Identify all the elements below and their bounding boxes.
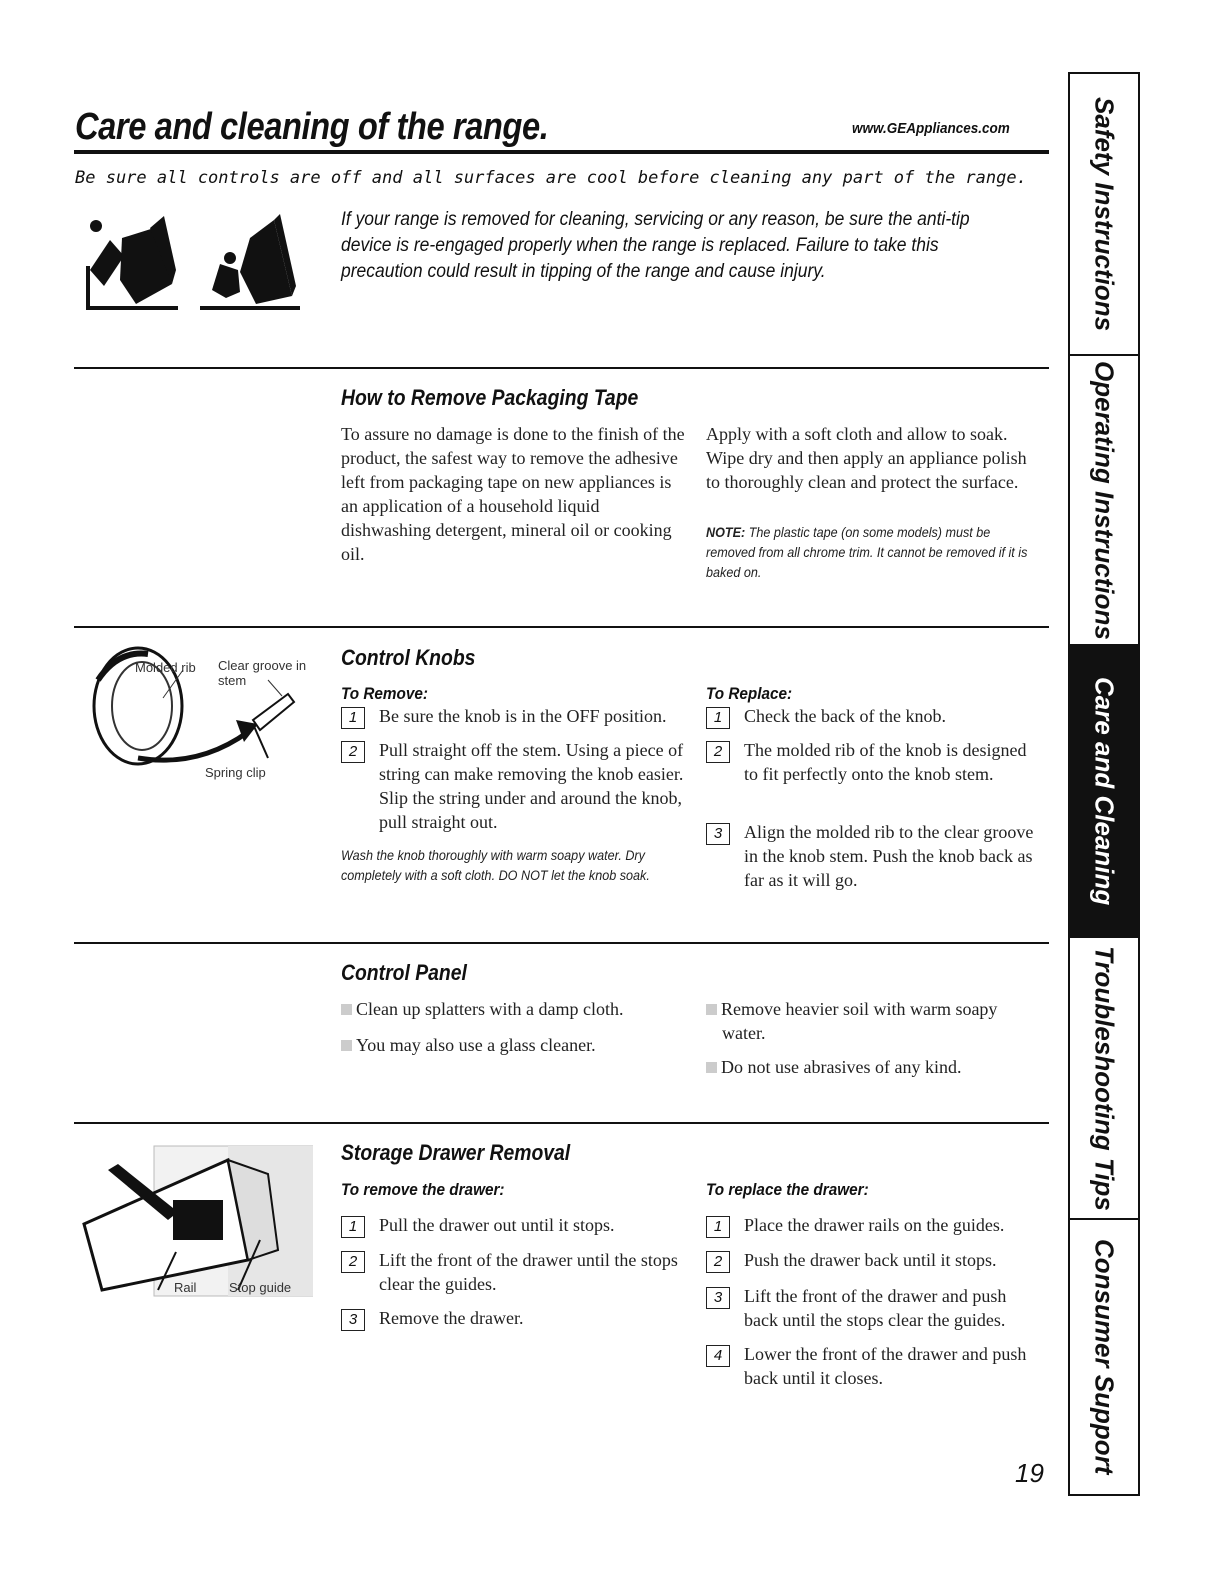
step-number: 1 bbox=[341, 707, 365, 729]
panel-bullet bbox=[341, 1033, 691, 1057]
step-number: 4 bbox=[706, 1345, 730, 1367]
step-text: Lower the front of the drawer and push back until it closes. bbox=[744, 1344, 1027, 1388]
tab-label: Operating Instructions bbox=[1089, 360, 1120, 640]
step-text: Remove the drawer. bbox=[379, 1308, 524, 1328]
step-text: Align the molded rib to the clear groove in the knob stem. Push the knob back as far as it will go. bbox=[744, 822, 1034, 890]
tab-label: Care and Cleaning bbox=[1089, 676, 1120, 906]
step-number: 2 bbox=[706, 741, 730, 763]
knobs-wash-note: Wash the knob thoroughly with warm soapy water. Dry completely with a soft cloth. DO NOT let the knob soak. bbox=[341, 847, 650, 883]
page-subtitle: Be sure all controls are off and all surfaces are cool before cleaning any part of the range. bbox=[75, 168, 1027, 188]
figure-label-molded-rib: Molded rib bbox=[135, 660, 196, 675]
figure-label-stop-guide: Stop guide bbox=[229, 1280, 292, 1295]
page-title: Care and cleaning of the range. bbox=[75, 106, 549, 148]
bullet-marker bbox=[706, 1004, 717, 1015]
panel-bullet bbox=[706, 997, 1042, 1045]
packaging-note bbox=[706, 522, 1039, 582]
figure-label-clear-groove: Clear groove in stem bbox=[218, 658, 307, 688]
drawer-remove-heading: To remove the drawer: bbox=[341, 1180, 505, 1199]
section-divider bbox=[74, 367, 1049, 369]
packaging-right-text: Apply with a soft cloth and allow to soak. Wipe dry and then apply an appliance polish to thoroughly clean and protect the surface. bbox=[706, 424, 1027, 492]
note-text: The plastic tape (on some models) must be removed from all chrome trim. It cannot be removed if it is baked on. bbox=[706, 524, 1028, 580]
step-text: Be sure the knob is in the OFF position. bbox=[379, 706, 667, 726]
section-divider bbox=[74, 942, 1049, 944]
bullet-text: Clean up splatters with a damp cloth. bbox=[356, 999, 624, 1019]
step-text: Place the drawer rails on the guides. bbox=[744, 1215, 1005, 1235]
tab-label: Consumer Support bbox=[1089, 1239, 1120, 1475]
step-text: Lift the front of the drawer until the stops clear the guides. bbox=[379, 1250, 678, 1294]
tab-care-and-cleaning[interactable] bbox=[1068, 646, 1140, 938]
page-number: 19 bbox=[1015, 1458, 1044, 1488]
step-text: Pull straight off the stem. Using a piece of string can make removing the knob easier. Slip the string under and around the knob, pull straight out. bbox=[379, 740, 684, 832]
note-label: NOTE: bbox=[706, 524, 746, 540]
tab-operating-instructions[interactable] bbox=[1068, 356, 1140, 646]
drawer-replace-heading: To replace the drawer: bbox=[706, 1180, 869, 1199]
step-number: 1 bbox=[341, 1216, 365, 1238]
panel-bullet bbox=[341, 997, 691, 1021]
anti-tip-illustration bbox=[80, 200, 310, 315]
section-divider bbox=[74, 626, 1049, 628]
bullet-text: Remove heavier soil with warm soapy water. bbox=[721, 999, 998, 1043]
figure-label-rail: Rail bbox=[174, 1280, 197, 1295]
section-title-control-panel: Control Panel bbox=[341, 960, 467, 985]
step-number: 2 bbox=[341, 741, 365, 763]
panel-bullet bbox=[706, 1055, 1036, 1079]
anti-tip-warning: If your range is removed for cleaning, servicing or any reason, be sure the anti-tip device is re-engaged properly when the range is replaced. Failure to take this precaution could result in tipping of the range and cause injury. bbox=[341, 209, 970, 282]
step-text: Lift the front of the drawer and push back until the stops clear the guides. bbox=[744, 1286, 1007, 1330]
knobs-replace-heading: To Replace: bbox=[706, 684, 793, 703]
step-number: 3 bbox=[706, 823, 730, 845]
tab-label: Troubleshooting Tips bbox=[1089, 945, 1120, 1211]
tipping-range-figure bbox=[86, 216, 178, 310]
bullet-marker bbox=[341, 1004, 352, 1015]
section-divider bbox=[74, 1122, 1049, 1124]
step-number: 1 bbox=[706, 707, 730, 729]
section-title-drawer-removal: Storage Drawer Removal bbox=[341, 1140, 571, 1165]
bullet-text: Do not use abrasives of any kind. bbox=[721, 1057, 962, 1077]
step-text: Push the drawer back until it stops. bbox=[744, 1250, 997, 1270]
bullet-text: You may also use a glass cleaner. bbox=[356, 1035, 596, 1055]
step-text: Check the back of the knob. bbox=[744, 706, 946, 726]
bullet-marker bbox=[341, 1040, 352, 1051]
knob-stem bbox=[253, 694, 294, 730]
tab-label: Safety Instructions bbox=[1089, 96, 1120, 332]
tab-consumer-support[interactable] bbox=[1068, 1220, 1140, 1494]
step-text: Pull the drawer out until it stops. bbox=[379, 1215, 615, 1235]
child-tipping-figure bbox=[200, 214, 300, 310]
tab-safety-instructions[interactable] bbox=[1068, 74, 1140, 356]
tab-troubleshooting-tips[interactable] bbox=[1068, 938, 1140, 1220]
packaging-left-text: To assure no damage is done to the finish of the product, the safest way to remove the adhesive left from packaging tape on new appliances is an application of a household liquid dishwashing detergent, mineral oil or cooking oil. bbox=[341, 424, 685, 564]
figure-label-spring-clip: Spring clip bbox=[205, 765, 266, 780]
step-number: 2 bbox=[341, 1251, 365, 1273]
step-number: 3 bbox=[706, 1287, 730, 1309]
title-rule bbox=[74, 150, 1049, 154]
knobs-remove-heading: To Remove: bbox=[341, 684, 429, 703]
website-url: www.GEAppliances.com bbox=[852, 120, 1010, 137]
step-number: 3 bbox=[341, 1309, 365, 1331]
step-number: 2 bbox=[706, 1251, 730, 1273]
step-number: 1 bbox=[706, 1216, 730, 1238]
step-text: The molded rib of the knob is designed to fit perfectly onto the knob stem. bbox=[744, 740, 1027, 784]
section-title-control-knobs: Control Knobs bbox=[341, 645, 476, 670]
bullet-marker bbox=[706, 1062, 717, 1073]
section-title-packaging-tape: How to Remove Packaging Tape bbox=[341, 385, 639, 410]
